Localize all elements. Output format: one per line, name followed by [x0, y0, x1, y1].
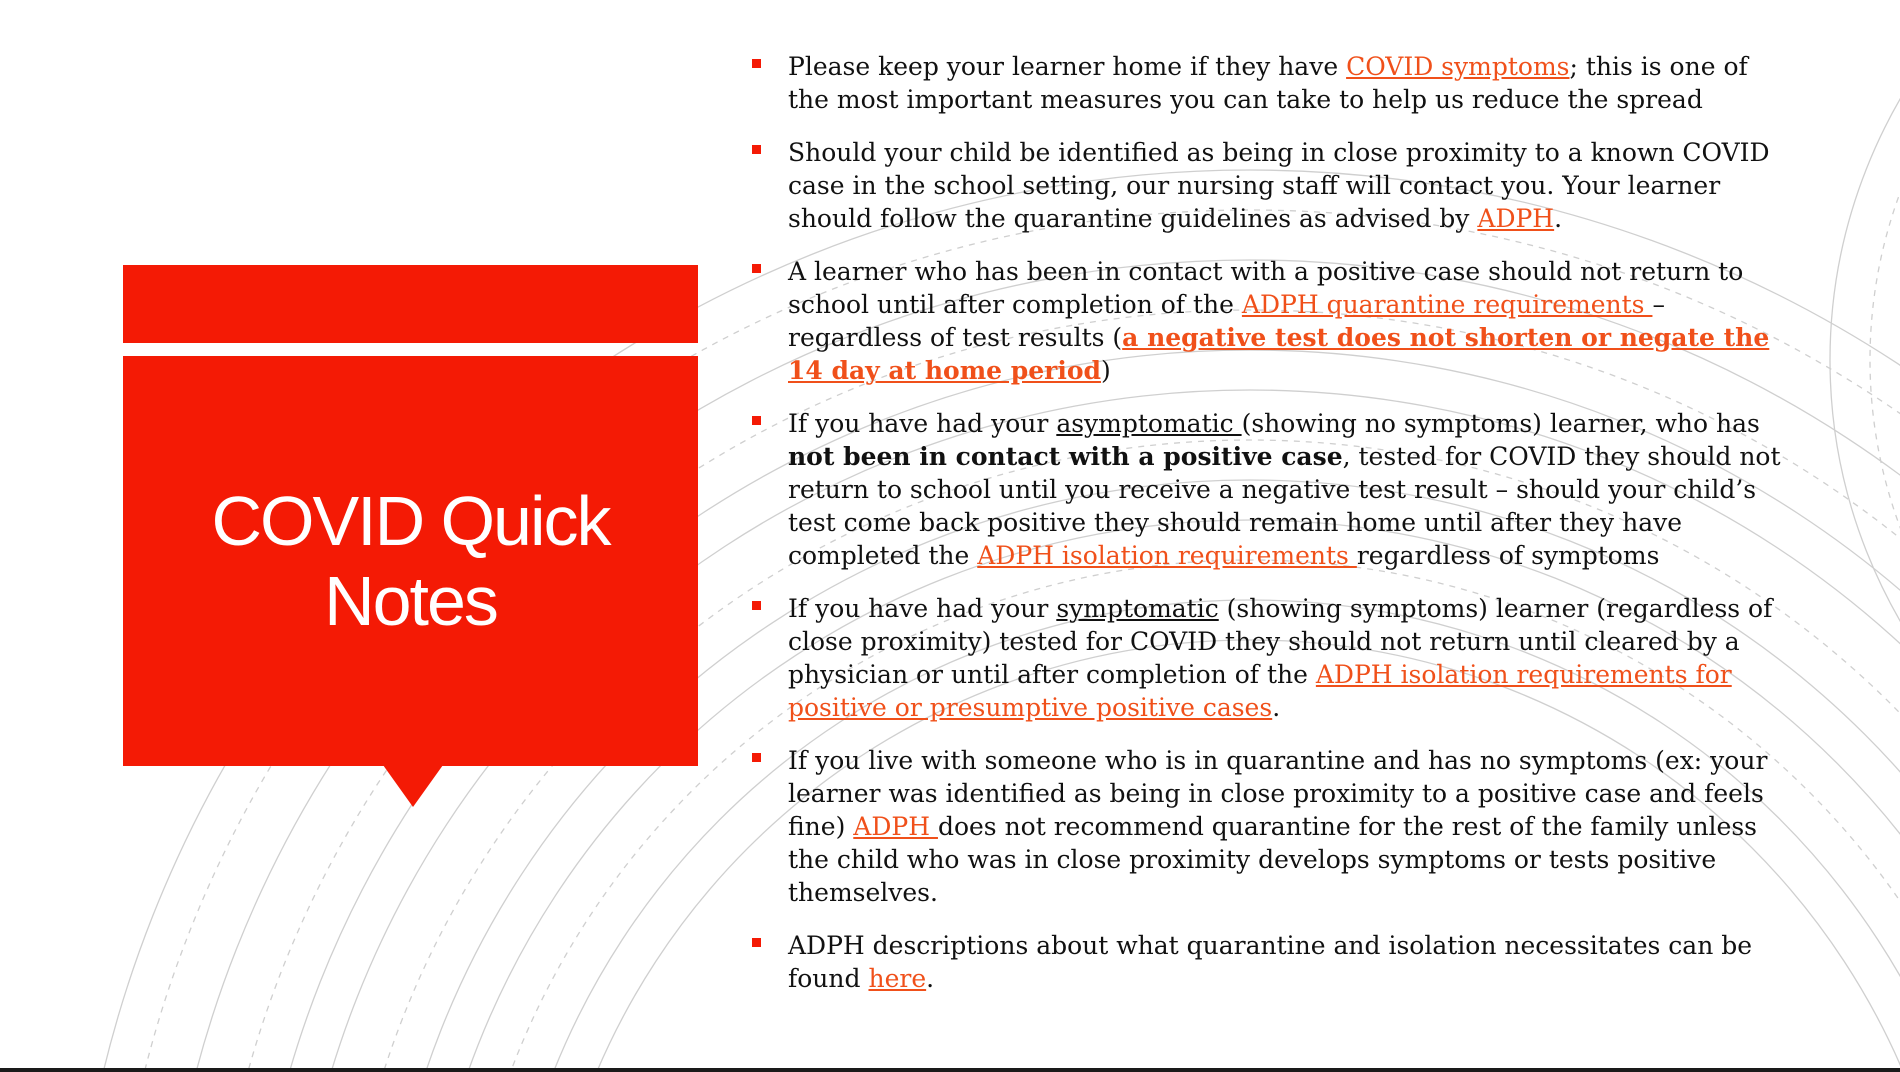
adph-quarantine-requirements-link[interactable]: ADPH quarantine requirements [1241, 290, 1653, 319]
bullet-item-4 [752, 407, 1782, 572]
bullet-text: . [926, 964, 935, 993]
bullet-item-7 [752, 929, 1782, 995]
title-accent-strip [123, 265, 698, 343]
slide-title [123, 356, 698, 766]
title-callout-pointer [383, 765, 443, 807]
bullet-marker [752, 938, 761, 947]
bullet-text: . [1554, 204, 1563, 233]
bullet-marker [752, 601, 761, 610]
here-link[interactable]: here [868, 964, 927, 993]
bullet-list [752, 50, 1782, 1015]
bullet-item-2 [752, 136, 1782, 235]
bullet-text: , tested for COVID they should not return to school until you receive a negative test result – should your child’s test come back positive they should remain home until after they have completed the [788, 442, 1781, 570]
bullet-text: ) [1100, 356, 1111, 385]
slide-title-line-1: COVID Quick [211, 482, 610, 560]
bullet-text: . [1272, 693, 1281, 722]
adph-isolation-requirements-link[interactable]: ADPH isolation requirements [977, 541, 1357, 570]
bullet-marker [752, 59, 761, 68]
bullet-item-6 [752, 744, 1782, 909]
bullet-text: (showing symptoms) learner (regardless of close proximity) tested for COVID they should not return until cleared by a physician or until after completion of the [788, 594, 1773, 689]
asymptomatic-term: asymptomatic [1056, 409, 1242, 438]
bottom-border [0, 1068, 1900, 1072]
bullet-item-5 [752, 592, 1782, 724]
bullet-text: If you live with someone who is in quarantine and has no symptoms (ex: your learner was identified as being in close proximity to a positive case and feels fine) [788, 746, 1768, 841]
covid-symptoms-link[interactable]: COVID symptoms [1346, 52, 1570, 81]
negative-test-info-link[interactable]: a negative test does not shorten or negate the 14 day at home period [788, 323, 1770, 385]
bullet-marker [752, 264, 761, 273]
bullet-item-1 [752, 50, 1782, 116]
bullet-text: If you have had your [788, 594, 1057, 623]
bullet-text: Please keep your learner home if they have [788, 52, 1347, 81]
bullet-text: Should your child be identified as being in close proximity to a known COVID case in the school setting, our nursing staff will contact you. Your learner should follow the quarantine guidelines as advised by [788, 138, 1770, 233]
bullet-text: does not recommend quarantine for the rest of the family unless the child who was in close proximity develops symptoms or tests positive themselves. [788, 812, 1758, 907]
bullet-text: If you have had your [788, 409, 1057, 438]
bullet-text: ; this is one of the most important measures you can take to help us reduce the spread [788, 52, 1748, 114]
bullet-text: (showing no symptoms) learner, who has [1241, 409, 1760, 438]
slide-title-line-2: Notes [324, 562, 497, 640]
bullet-text: ADPH descriptions about what quarantine and isolation necessitates can be found [788, 931, 1753, 993]
adph-link[interactable]: ADPH [853, 812, 938, 841]
adph-isolation-positive-cases-link[interactable]: ADPH isolation requirements for positive or presumptive positive cases [788, 660, 1732, 722]
bullet-text: regardless of symptoms [1356, 541, 1660, 570]
bullet-marker [752, 145, 761, 154]
adph-link[interactable]: ADPH [1477, 204, 1555, 233]
bullet-item-3 [752, 255, 1782, 387]
bullet-marker [752, 416, 761, 425]
symptomatic-term: symptomatic [1056, 594, 1219, 623]
bullet-text: A learner who has been in contact with a positive case should not return to school until after completion of the [788, 257, 1744, 319]
bullet-text: – regardless of test results ( [788, 290, 1665, 352]
emphasis-text: not been in contact with a positive case [788, 442, 1343, 471]
bullet-marker [752, 753, 761, 762]
